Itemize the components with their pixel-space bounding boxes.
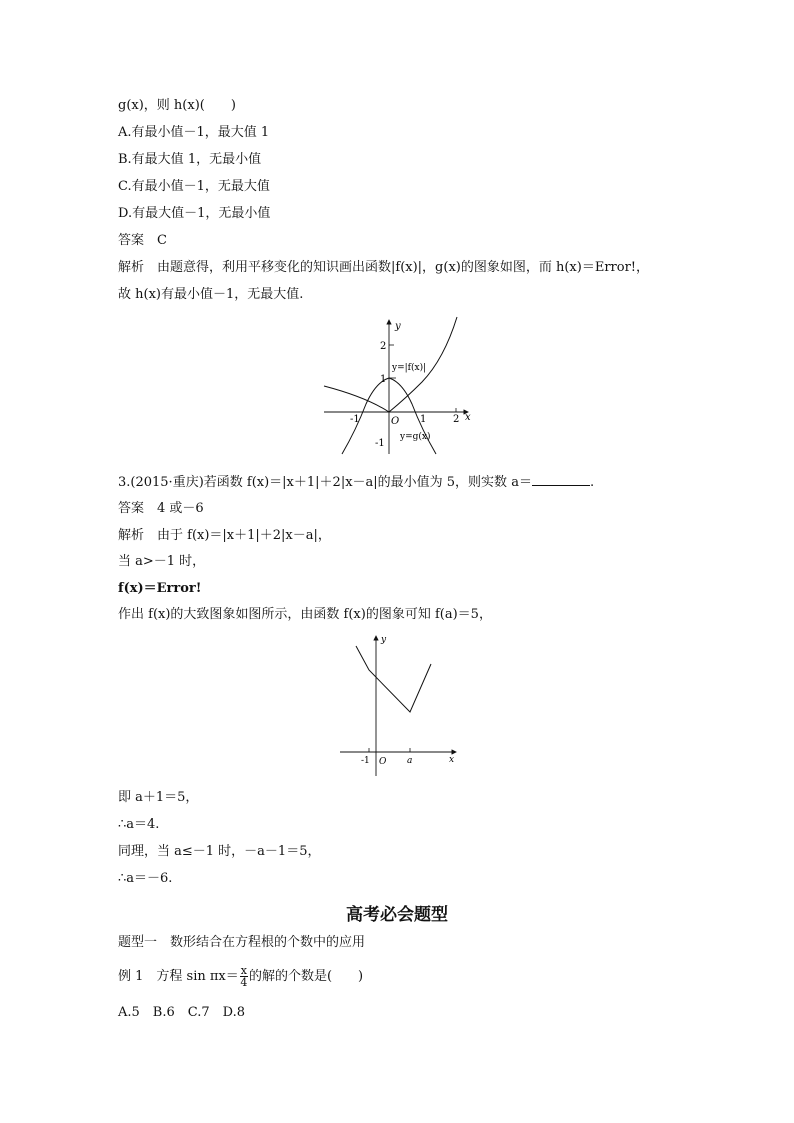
q2-option-b: B.有最大值 1，无最小值 <box>118 152 262 167</box>
q3-answer: 答案 4 或－6 <box>118 501 204 516</box>
example1-fraction <box>240 965 248 988</box>
fig2-origin-label: O <box>379 757 387 767</box>
figure-abs-f-and-g <box>316 312 478 458</box>
fig1-x-label: x <box>465 412 471 423</box>
section-title: 高考必会题型 <box>346 905 448 925</box>
type1-title: 题型一 数形结合在方程根的个数中的应用 <box>118 935 366 950</box>
fraction-numerator: x <box>240 964 247 977</box>
q3-after-line-2: ∴a＝4. <box>118 817 160 832</box>
q3-analysis-line-1: 解析 由于 f(x)＝|x＋1|＋2|x－a|， <box>118 528 331 543</box>
q3-stem-end: . <box>589 475 595 490</box>
q3-analysis-line-4: 作出 f(x)的大致图象如图所示，由函数 f(x)的图象可知 f(a)＝5， <box>118 607 492 622</box>
q2-option-c: C.有最小值－1，无最大值 <box>118 179 270 194</box>
q3-analysis-line-2: 当 a>－1 时， <box>118 554 206 569</box>
fraction-denominator: 4 <box>240 976 248 989</box>
fig2-y-label: y <box>381 635 387 645</box>
q2-answer: 答案 C <box>118 233 167 248</box>
q2-analysis-line-1: 解析 由题意得，利用平移变化的知识画出函数|f(x)|，g(x)的图象如图，而 h(x)＝Error!， <box>118 260 650 275</box>
f-graph <box>356 646 431 712</box>
q2-option-a: A.有最小值－1，最大值 1 <box>118 125 270 140</box>
abs-f-curve <box>324 317 457 412</box>
fig1-y-label: y <box>395 321 401 332</box>
q2-option-d: D.有最大值－1，无最小值 <box>118 206 271 221</box>
fig2-x-tick-a: a <box>407 756 413 766</box>
q2-stem-tail: g(x)，则 h(x)( ) <box>118 98 236 113</box>
fig1-origin-label: O <box>391 416 400 427</box>
fig1-label-g: y=g(x) <box>400 432 431 442</box>
example1-prefix: 例 1 方程 sin πx＝ <box>118 969 239 984</box>
fig1-x-tick-neg1: -1 <box>350 414 360 425</box>
q3-stem-text: 3.(2015·重庆)若函数 f(x)＝|x＋1|＋2|x－a|的最小值为 5，则实数 a＝ <box>118 475 532 490</box>
fig1-label-abs-f: y=|f(x)| <box>392 363 427 373</box>
q3-answer-blank <box>532 473 590 486</box>
figure-f-piecewise <box>336 632 460 778</box>
fig1-y-tick-1: 1 <box>380 374 387 385</box>
fig2-x-tick-neg1: -1 <box>361 756 370 766</box>
q3-stem <box>118 473 594 492</box>
q3-analysis-line-3: f(x)＝Error! <box>118 581 202 596</box>
example1-suffix: 的解的个数是( ) <box>248 969 364 984</box>
fig1-y-tick-neg1: -1 <box>375 438 385 449</box>
fig1-x-tick-1: 1 <box>420 414 427 425</box>
q3-after-line-3: 同理，当 a≤－1 时，－a－1＝5， <box>118 844 321 859</box>
fig1-y-tick-2: 2 <box>380 341 387 352</box>
fig1-x-tick-2: 2 <box>453 414 460 425</box>
q3-after-line-4: ∴a＝－6. <box>118 871 173 886</box>
example1-stem <box>118 965 363 988</box>
fig2-x-label: x <box>449 755 455 765</box>
example1-options: A.5 B.6 C.7 D.8 <box>118 1005 245 1020</box>
q3-after-line-1: 即 a＋1＝5， <box>118 790 199 805</box>
q2-analysis-line-2: 故 h(x)有最小值－1，无最大值. <box>118 287 304 302</box>
